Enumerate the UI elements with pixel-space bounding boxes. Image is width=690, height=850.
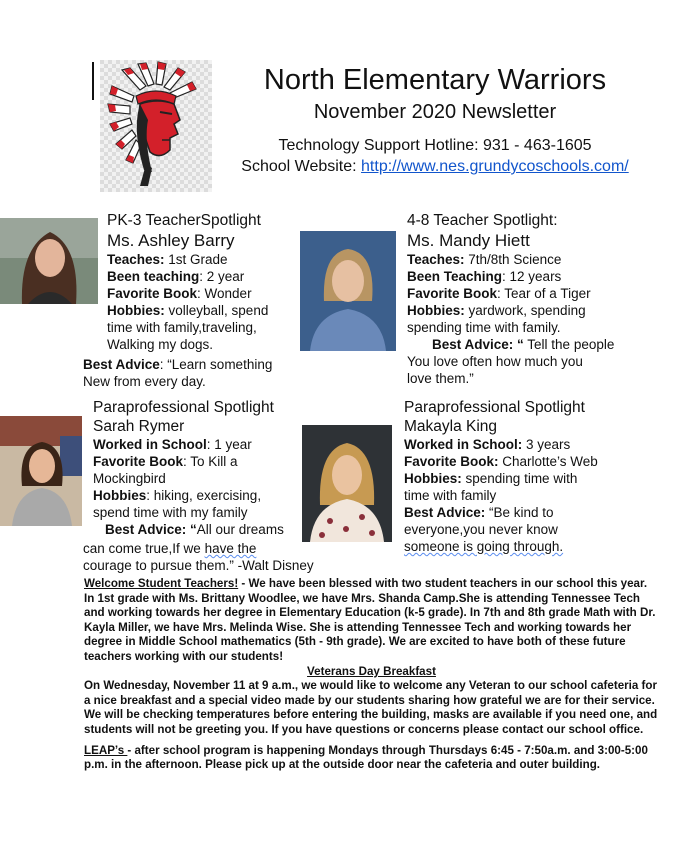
para1-advice-3: courage to pursue them.” -Walt Disney	[83, 558, 314, 573]
website-link[interactable]: http://www.nes.grundycoschools.com/	[361, 158, 629, 175]
g48-been: : 12 years	[502, 269, 562, 284]
para2-hobbies-1: spending time with	[461, 471, 578, 486]
para2-worked: 3 years	[522, 437, 571, 452]
g48-book: : Tear of a Tiger	[497, 286, 591, 301]
g48-teaches-label: Teaches:	[407, 252, 465, 267]
pk3-book-label: Favorite Book	[107, 286, 198, 301]
sarah-rymer-photo	[0, 416, 82, 526]
g48-hobbies-label: Hobbies:	[407, 303, 465, 318]
pk3-heading: PK-3 TeacherSpotlight	[107, 212, 261, 229]
g48-teaches: 7th/8th Science	[464, 252, 562, 267]
para1-hobbies-label: Hobbies	[93, 488, 147, 503]
leap-body: - after school program is happening Mondays through Thursdays 6:45 - 7:50a.m. and 3:00-5:00 p.m. in the afternoon. Please pick up at the outside door near the cafeteria and outer building.	[84, 743, 648, 772]
para1-spotlight	[93, 398, 308, 538]
pk3-hobbies-3: Walking my dogs.	[107, 337, 214, 352]
welcome-paragraph	[84, 577, 659, 665]
pk3-advice-2: New from every day.	[83, 374, 206, 389]
para2-advice-1: “Be kind to	[485, 505, 554, 520]
para1-hobbies-2: spend time with my family	[93, 505, 248, 520]
website-label: School Website:	[241, 158, 362, 175]
g48-advice-3: love them.”	[407, 371, 474, 386]
pk3-teaches: 1st Grade	[164, 252, 228, 267]
leap-paragraph	[84, 744, 659, 773]
tech-hotline: Technology Support Hotline: 931 - 463-1605	[278, 137, 592, 154]
pk3-teacher-spotlight	[107, 211, 307, 353]
para2-advice-label: Best Advice:	[404, 505, 486, 520]
g48-book-label: Favorite Book	[407, 286, 498, 301]
g48-hobbies-1: yardwork, spending	[464, 303, 586, 318]
pk3-advice-1: : “Learn something	[159, 357, 273, 372]
para1-hobbies-1: : hiking, exercising,	[146, 488, 262, 503]
ashley-barry-photo	[0, 218, 98, 304]
pk3-been-label: Been teaching	[107, 269, 200, 284]
pk3-hobbies-1: volleyball, spend	[164, 303, 269, 318]
g48-advice-label: Best Advice: “	[432, 337, 524, 352]
veterans-title: Veterans Day Breakfast	[307, 664, 436, 678]
para2-advice-3: someone is going through.	[404, 539, 564, 554]
para1-advice-2a: can come true,If we	[83, 541, 205, 556]
para2-book-label: Favorite Book:	[404, 454, 499, 469]
g48-hobbies-2: spending time with family.	[407, 320, 561, 335]
pk3-hobbies-label: Hobbies:	[107, 303, 165, 318]
para1-advice-2b: have the	[204, 541, 257, 556]
para1-book: : To Kill a	[183, 454, 238, 469]
g48-advice-1: Tell the people	[523, 337, 615, 352]
para2-heading: Paraprofessional Spotlight	[404, 399, 585, 416]
welcome-body: - We have been blessed with two student teachers in our school this year. In 1st grade with Ms. Brittany Woodlee, we have Mrs. Shanda Camp.She is attending Tennessee Tech and working towards her degree in Elementary Education (k-5 grade). In 7th and 8th grade Math with Dr. Kayla Miller, we have Mrs. Melinda Wise. She is attending Tennessee Tech and working towards her degree in Middle School mathematics (5th - 9th grade). We are excited to have both of these future teachers working with our students!	[84, 577, 656, 663]
newsletter-title: North Elementary Warriors	[263, 64, 607, 96]
school-website	[200, 158, 670, 176]
pk3-name: Ms. Ashley Barry	[107, 231, 235, 250]
para1-name: Sarah Rymer	[93, 418, 185, 435]
para1-advice-label: Best Advice: “	[105, 522, 197, 537]
leap-title: LEAP’s	[84, 743, 128, 757]
para2-spotlight	[404, 398, 644, 555]
para2-name: Makayla King	[404, 418, 498, 435]
mandy-hiett-photo	[300, 231, 396, 351]
para1-heading: Paraprofessional Spotlight	[93, 399, 274, 416]
g48-been-label: Been Teaching	[407, 269, 503, 284]
para1-book-2: Mockingbird	[93, 471, 166, 486]
para2-worked-label: Worked in School:	[404, 437, 523, 452]
makayla-king-photo	[302, 425, 392, 542]
newsletter-articles	[84, 577, 659, 773]
para2-advice-2: everyone,you never know	[404, 522, 558, 537]
g48-advice-2: You love often how much you	[407, 354, 583, 369]
newsletter-subtitle: November 2020 Newsletter	[313, 101, 557, 123]
para1-book-label: Favorite Book	[93, 454, 184, 469]
g48-heading: 4-8 Teacher Spotlight:	[407, 212, 558, 229]
para1-advice	[83, 540, 343, 574]
pk3-advice-label: Best Advice	[83, 357, 160, 372]
pk3-teaches-label: Teaches:	[107, 252, 165, 267]
veterans-body: On Wednesday, November 11 at 9 a.m., we would like to welcome any Veteran to our school cafeteria for a nice breakfast and a special video made by our students sharing how grateful we are for their service. We will be checking temperatures before entering the building, masks are available if you need one, and students will not be greeting you. If you have questions or concerns please contact our school office.	[84, 679, 658, 736]
warrior-logo	[100, 60, 212, 192]
para1-worked-label: Worked in School	[93, 437, 207, 452]
para1-worked: : 1 year	[206, 437, 252, 452]
pk3-advice	[83, 356, 303, 390]
para1-advice-1: All our dreams	[196, 522, 284, 537]
g48-name: Ms. Mandy Hiett	[407, 231, 530, 250]
para2-book: Charlotte’s Web	[498, 454, 598, 469]
g48-teacher-spotlight	[407, 211, 647, 387]
para2-hobbies-label: Hobbies:	[404, 471, 462, 486]
para2-hobbies-2: time with family	[404, 488, 497, 503]
welcome-title: Welcome Student Teachers!	[84, 577, 239, 590]
pk3-been: : 2 year	[199, 269, 245, 284]
pk3-hobbies-2: time with family,traveling,	[107, 320, 257, 335]
pk3-book: : Wonder	[197, 286, 252, 301]
text-cursor	[92, 62, 94, 100]
